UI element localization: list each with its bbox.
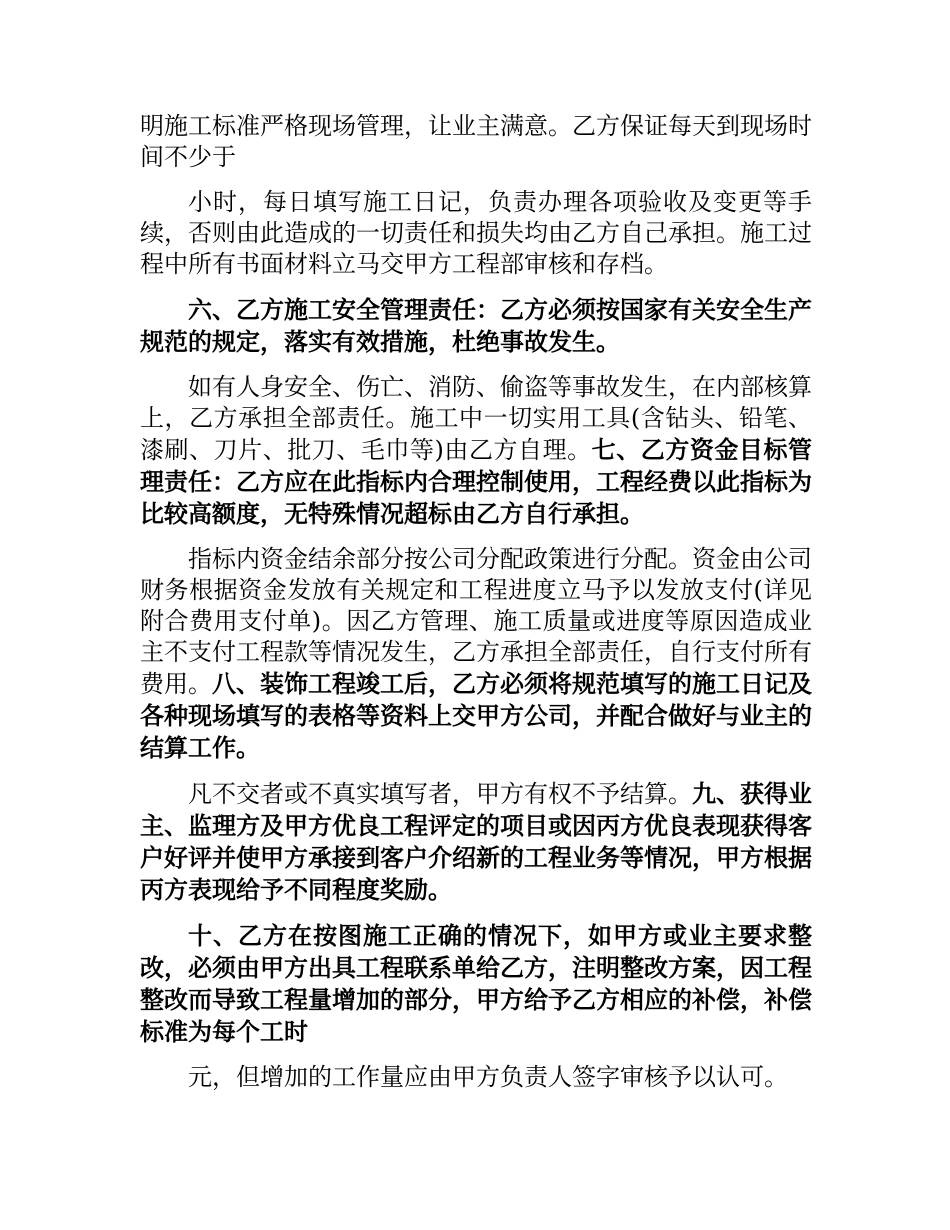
body-text — [140, 111, 812, 1107]
paragraph-4-text: 如有人身安全、伤亡、消防、偷盗等事故发生，在内部核算上，乙方承担全部责任。施工中一切实用工具(含钻头、铅笔、漆刷、刀片、批刀、毛巾等)由乙方自理。 — [140, 373, 812, 464]
section-7-heading: 七、乙方资金目标管理责任：乙方应在此指标内合理控制使用，工程经费以此指标为比较高额度，无特殊情况超标由乙方自行承担。 — [140, 435, 812, 528]
paragraph-1 — [140, 111, 812, 173]
paragraph-5-text: 指标内资金结余部分按公司分配政策进行分配。资金由公司财务根据资金发放有关规定和工程进度立马予以发放支付(详见附合费用支付单)。因乙方管理、施工质量或进度等原因造成业主不支付工程款等情况发生，乙方承担全部责任，自行支付所有费用。 — [140, 545, 812, 698]
paragraph-8-text: 元，但增加的工作量应由甲方负责人签字审核予以认可。 — [188, 1063, 788, 1091]
section-8-heading: 八、装饰工程竣工后，乙方必须将规范填写的施工日记及各种现场填写的表格等资料上交甲方公司，并配合做好与业主的结算工作。 — [140, 669, 812, 762]
paragraph-6-text: 凡不交者或不真实填写者，甲方有权不予结算。 — [188, 780, 692, 808]
paragraph-8 — [140, 1062, 812, 1093]
section-9-heading: 九、获得业主、监理方及甲方优良工程评定的项目或因丙方优良表现获得客户好评并使甲方承接到客户介绍新的工程业务等情况，甲方根据丙方表现给予不同程度奖励。 — [140, 779, 812, 904]
paragraph-5 — [140, 544, 812, 764]
paragraph-1-text: 明施工标准严格现场管理，让业主满意。乙方保证每天到现场时间不少于 — [140, 112, 812, 171]
paragraph-2 — [140, 187, 812, 280]
section-6-heading: 六、乙方施工安全管理责任：乙方必须按国家有关安全生产规范的规定，落实有效措施，杜绝事故发生。 — [140, 295, 812, 356]
paragraph-3-section-6 — [140, 294, 812, 358]
paragraph-2-text: 小时，每日填写施工日记，负责办理各项验收及变更等手续，否则由此造成的一切责任和损失均由乙方自己承担。施工过程中所有书面材料立马交甲方工程部审核和存档。 — [140, 188, 812, 278]
paragraph-6 — [140, 778, 812, 906]
paragraph-4 — [140, 372, 812, 530]
section-10-heading: 十、乙方在按图施工正确的情况下，如甲方或业主要求整改，必须由甲方出具工程联系单给乙方，注明整改方案，因工程整改而导致工程量增加的部分，甲方给予乙方相应的补偿，补偿标准为每个工时 — [140, 921, 812, 1046]
paragraph-7-section-10 — [140, 920, 812, 1048]
